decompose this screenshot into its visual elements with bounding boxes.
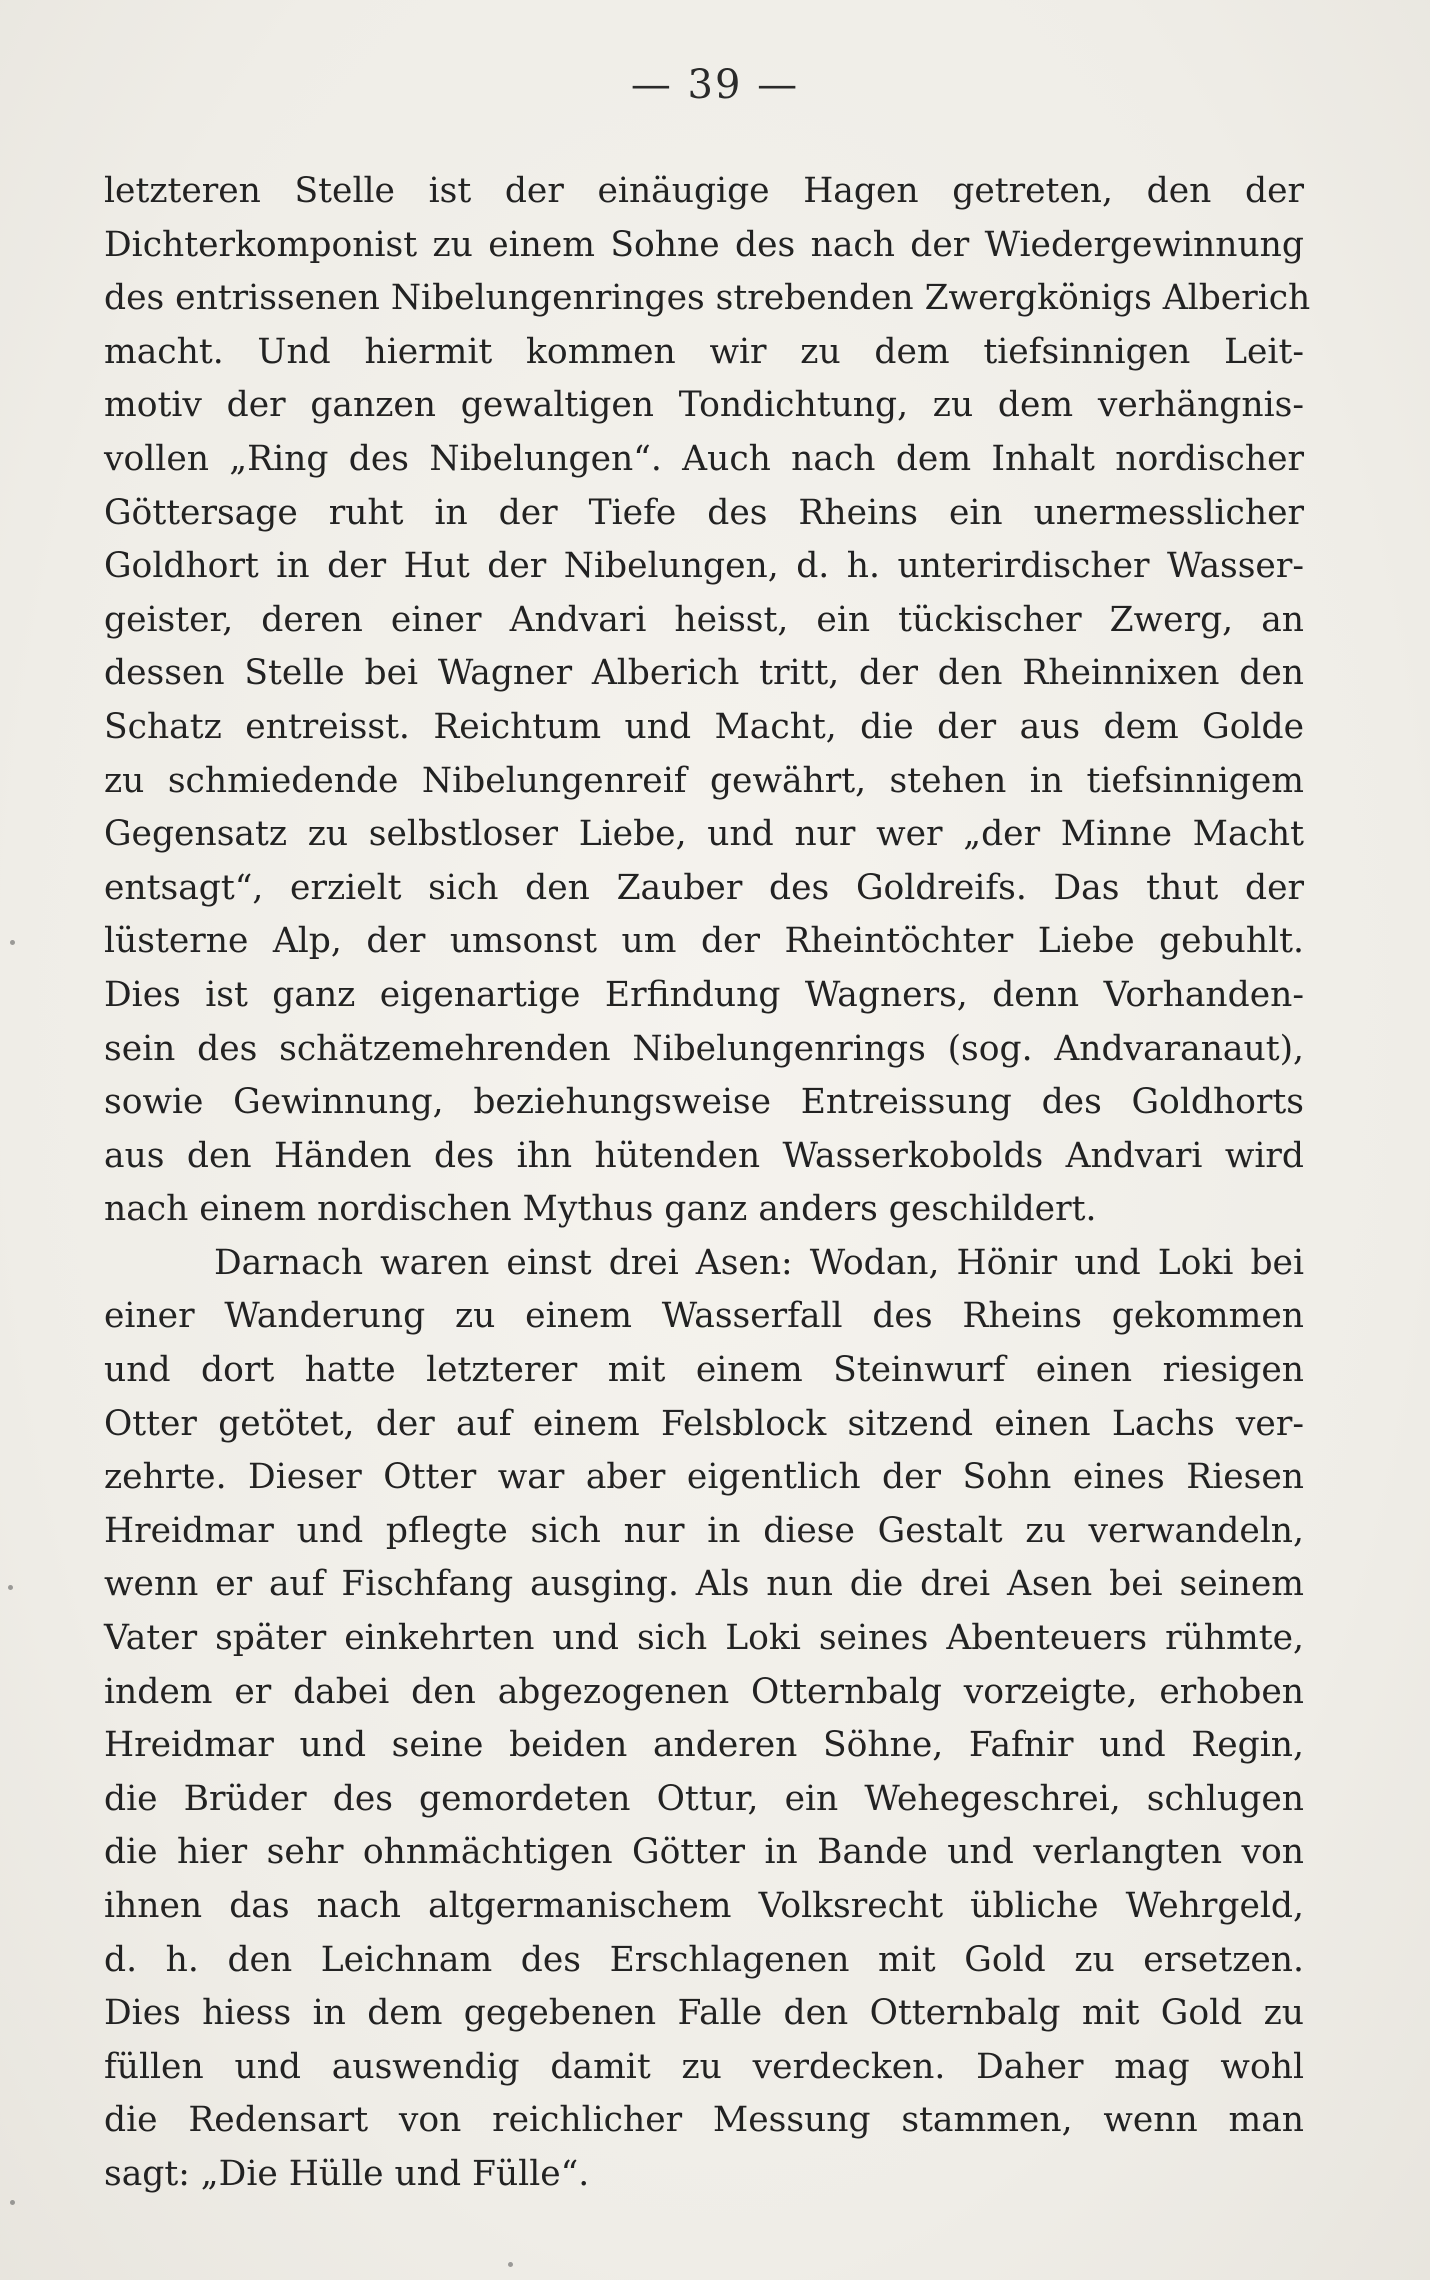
text-line: dessen Stelle bei Wagner Alberich tritt, der den Rheinnixen den [104, 653, 1304, 694]
text-line: Hreidmar und pflegte sich nur in diese Gestalt zu verwandeln, [104, 1510, 1304, 1551]
text-line: sowie Gewinnung, beziehungsweise Entreissung des Goldhorts [104, 1082, 1304, 1123]
text-line: Gegensatz zu selbstloser Liebe, und nur wer „der Minne Macht [104, 814, 1304, 855]
text-line: geister, deren einer Andvari heisst, ein tückischer Zwerg, an [104, 599, 1304, 640]
paragraph-2 [104, 1237, 1304, 2202]
text-line: Dichterkomponist zu einem Sohne des nach der Wiedergewinnung [104, 224, 1304, 265]
text-line: motiv der ganzen gewaltigen Tondichtung, zu dem verhängnis- [104, 385, 1304, 426]
paper-speck [508, 2262, 513, 2267]
text-line: indem er dabei den abgezogenen Otternbalg vorzeigte, erhoben [104, 1671, 1304, 1712]
text-line: ihnen das nach altgermanischem Volksrecht übliche Wehrgeld, [104, 1886, 1304, 1926]
text-line: füllen und auswendig damit zu verdecken. Daher mag wohl [104, 2046, 1304, 2087]
text-line: Hreidmar und seine beiden anderen Söhne, Fafnir und Regin, [104, 1725, 1304, 1766]
paper-speck [10, 2200, 15, 2205]
text-line: Darnach waren einst drei Asen: Wodan, Hönir und Loki bei [214, 1242, 1304, 1283]
text-line: Dies ist ganz eigenartige Erfindung Wagners, denn Vorhanden- [104, 974, 1304, 1015]
text-line: Goldhort in der Hut der Nibelungen, d. h. unterirdischer Wasser- [104, 546, 1304, 587]
text-line: sagt: „Die Hülle und Fülle“. [104, 2153, 590, 2194]
text-line: letzteren Stelle ist der einäugige Hagen getreten, den der [104, 171, 1304, 211]
page-number: — 39 — [630, 62, 800, 108]
text-line: lüsterne Alp, der umsonst um der Rheintöchter Liebe gebuhlt. [104, 921, 1304, 962]
text-line: wenn er auf Fischfang ausging. Als nun die drei Asen bei seinem [104, 1564, 1304, 1605]
text-line: und dort hatte letzterer mit einem Steinwurf einen riesigen [104, 1350, 1304, 1391]
text-line: d. h. den Leichnam des Erschlagenen mit Gold zu ersetzen. [104, 1939, 1304, 1980]
text-line: vollen „Ring des Nibelungen“. Auch nach dem Inhalt nordischer [104, 438, 1304, 479]
text-line: einer Wanderung zu einem Wasserfall des Rheins gekommen [104, 1296, 1304, 1337]
text-line: zehrte. Dieser Otter war aber eigentlich der Sohn eines Riesen [104, 1457, 1304, 1498]
paper-speck [10, 940, 15, 945]
text-line: entsagt“, erzielt sich den Zauber des Goldreifs. Das thut der [104, 867, 1304, 908]
text-line: Dies hiess in dem gegebenen Falle den Otternbalg mit Gold zu [104, 1993, 1304, 2034]
text-line: Vater später einkehrten und sich Loki seines Abenteuers rühmte, [104, 1618, 1304, 1659]
text-line: Schatz entreisst. Reichtum und Macht, die der aus dem Golde [104, 706, 1304, 747]
paragraph-1 [104, 165, 1311, 1237]
text-line: die hier sehr ohnmächtigen Götter in Bande und verlangten von [104, 1832, 1304, 1873]
text-line: des entrissenen Nibelungenringes strebenden Zwergkönigs Alberich [104, 278, 1311, 319]
text-line: Göttersage ruht in der Tiefe des Rheins ein unermesslicher [104, 492, 1304, 533]
text-line: die Redensart von reichlicher Messung stammen, wenn man [104, 2100, 1304, 2141]
paper-speck [8, 1585, 13, 1590]
text-line: nach einem nordischen Mythus ganz anders geschildert. [104, 1189, 1097, 1230]
text-line: zu schmiedende Nibelungenreif gewährt, stehen in tiefsinnigem [104, 760, 1304, 801]
text-line: die Brüder des gemordeten Ottur, ein Wehegeschrei, schlugen [104, 1778, 1304, 1819]
text-line: Otter getötet, der auf einem Felsblock sitzend einen Lachs ver- [104, 1403, 1304, 1444]
page-body [104, 165, 1311, 2202]
text-line: macht. Und hiermit kommen wir zu dem tiefsinnigen Leit- [104, 331, 1304, 372]
text-line: aus den Händen des ihn hütenden Wasserkobolds Andvari wird [104, 1135, 1304, 1176]
text-line: sein des schätzemehrenden Nibelungenrings (sog. Andvaranaut), [104, 1028, 1304, 1069]
